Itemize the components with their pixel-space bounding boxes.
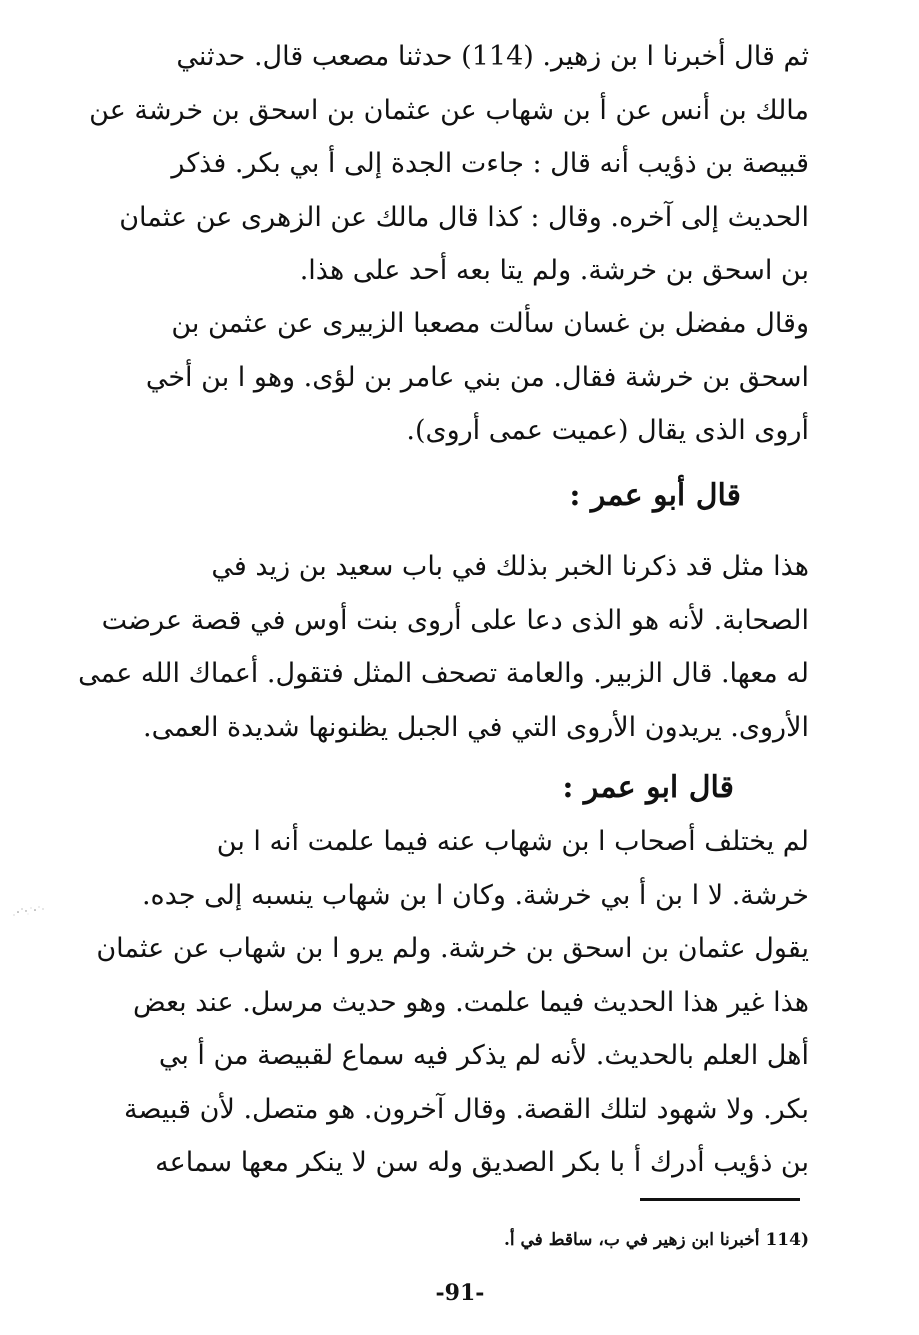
scan-smudge-mark (8, 900, 58, 920)
footnote: (114 أخبرنا ابن زهير في ب، ساقط في أ. (503, 1230, 809, 1250)
text-line: بكر. ولا شهود لتلك القصة. وقال آخرون. هو متصل. لأن قبيصة (123, 1093, 809, 1125)
text-line: الحديث إلى آخره. وقال : كذا قال مالك عن الزهرى عن عثمان (119, 201, 809, 233)
paragraph-2 (139, 297, 809, 458)
paragraph-1 (89, 30, 809, 298)
text-line: الأروى. يريدون الأروى التي في الجبل يظنونها شديدة العمى. (143, 711, 809, 743)
text-line: مالك بن أنس عن أ بن شهاب عن عثمان بن اسحق بن خرشة عن (89, 94, 809, 126)
text-line: خرشة. لا ا بن أ بي خرشة. وكان ا بن شهاب ينسبه إلى جده. (141, 879, 809, 911)
text-line: الصحابة. لأنه هو الذى دعا على أروى بنت أوس في قصة عرضت (101, 604, 809, 636)
text-line: وقال مفضل بن غسان سألت مصعبا الزبيرى عن عثمن بن (171, 308, 809, 339)
text-line: أروى الذى يقال (عميت عمى أروى). (406, 415, 809, 446)
text-line: اسحق بن خرشة فقال. من بني عامر بن لؤى. وهو ا بن أخي (145, 361, 809, 393)
text-line: قبيصة بن ذؤيب أنه قال : جاءت الجدة إلى أ بي بكر. فذكر (171, 148, 809, 179)
text-line: لم يختلف أصحاب ا بن شهاب عنه فيما علمت أنه ا بن (216, 826, 809, 857)
footnote-separator (640, 1198, 800, 1201)
paragraph-4 (96, 815, 809, 1190)
paragraph-3 (78, 540, 809, 754)
text-line: له معها. قال الزبير. والعامة تصحف المثل فتقول. أعماك الله عمى (78, 658, 809, 689)
text-line: يقول عثمان بن اسحق بن خرشة. ولم يرو ا بن شهاب عن عثمان (96, 933, 809, 964)
text-line: هذا غير هذا الحديث فيما علمت. وهو حديث مرسل. عند بعض (133, 986, 809, 1018)
text-line: بن ذؤيب أدرك أ با بكر الصديق وله سن لا ينكر معها سماعه (155, 1147, 809, 1178)
text-line: بن اسحق بن خرشة. ولم يتا بعه أحد على هذا. (299, 255, 809, 286)
section-heading-2: قال ابو عمر : (562, 770, 734, 805)
page-number: -91- (435, 1280, 485, 1306)
text-line: هذا مثل قد ذكرنا الخبر بذلك في باب سعيد بن زيد في (211, 551, 809, 582)
section-heading-1: قال أبو عمر : (569, 478, 741, 513)
text-line: أهل العلم بالحديث. لأنه لم يذكر فيه سماع لقبيصة من أ بي (158, 1040, 809, 1071)
text-line: ثم قال أخبرنا ا بن زهير. (114) حدثنا مصعب قال. حدثني (176, 41, 809, 72)
